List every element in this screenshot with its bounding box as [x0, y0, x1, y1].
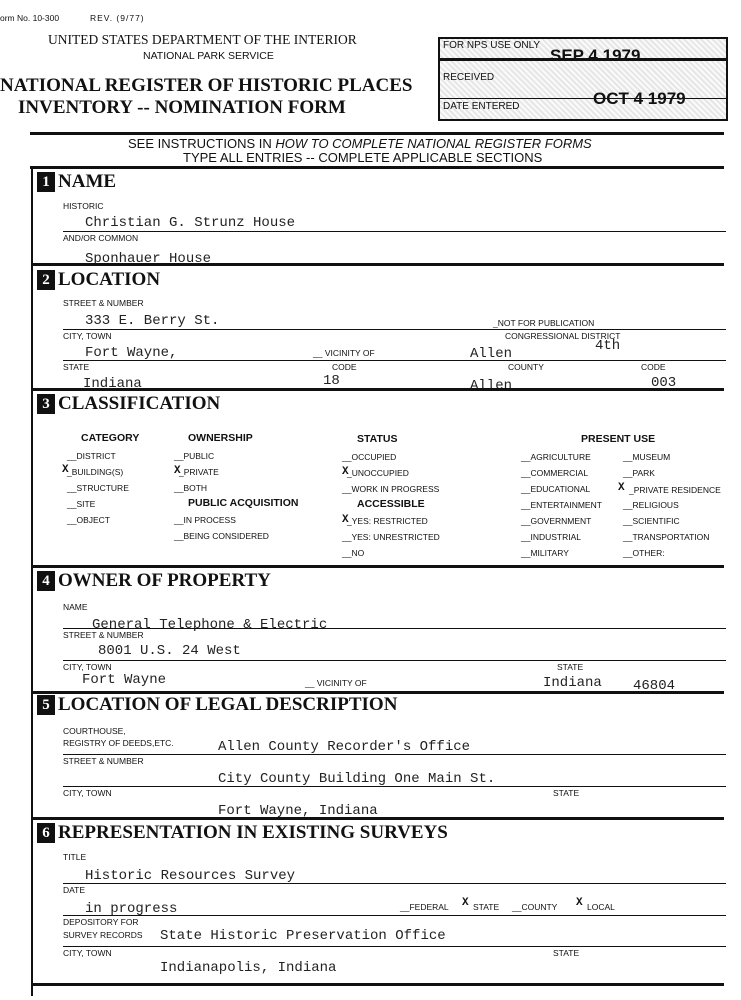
use-park: __PARK	[623, 468, 655, 478]
owner-name-value: General Telephone & Electric	[92, 617, 328, 633]
legal-city-label: CITY, TOWN	[63, 788, 112, 798]
category-site: __SITE	[67, 499, 96, 509]
received-date-stamp: SEP 4 1979	[550, 46, 641, 65]
accessible-no: __NO	[342, 548, 365, 558]
survey-local-mark: X	[576, 897, 583, 909]
accessible-heading: ACCESSIBLE	[357, 498, 425, 510]
congressional-district-label: CONGRESSIONAL DISTRICT	[505, 331, 621, 341]
owner-street-rule	[63, 660, 726, 661]
county-value: Allen	[470, 378, 513, 394]
common-name-value: Sponhauer House	[85, 251, 212, 267]
form-revision: REV. (9/77)	[90, 13, 145, 23]
congressional-district-value: 4th	[595, 338, 621, 354]
owner-state-value: Indiana	[543, 675, 602, 691]
use-entertainment: __ENTERTAINMENT	[521, 500, 602, 510]
section-classification-heading: 3 CLASSIFICATION	[37, 393, 220, 415]
section-5-rule	[31, 817, 724, 820]
city-value: Fort Wayne,	[85, 345, 178, 361]
owner-city-label: CITY, TOWN	[63, 662, 112, 672]
left-margin-rule	[31, 168, 33, 996]
use-private-residence-mark: X	[618, 482, 625, 494]
street-value: 333 E. Berry St.	[85, 313, 220, 329]
common-name-label: AND/OR COMMON	[63, 233, 139, 243]
status-unoccupied-mark: X	[342, 466, 349, 478]
registry-value: Allen County Recorder's Office	[218, 739, 471, 755]
survey-state-label: STATE	[553, 948, 580, 958]
survey-federal: __FEDERAL	[400, 902, 449, 912]
district-county-value: Allen	[470, 346, 513, 362]
instructions-line1: SEE INSTRUCTIONS IN HOW TO COMPLETE NATIONAL REGISTER FORMS	[128, 136, 592, 151]
code-label: CODE	[332, 362, 357, 372]
legal-street-rule	[63, 786, 726, 787]
use-private-residence: _PRIVATE RESIDENCE	[629, 485, 721, 495]
survey-title-label: TITLE	[63, 852, 87, 862]
form-number: orm No. 10-300	[0, 13, 60, 23]
use-educational: __EDUCATIONAL	[521, 484, 591, 494]
section-6-rule	[31, 983, 724, 986]
not-for-publication: _NOT FOR PUBLICATION	[493, 318, 595, 328]
survey-state: STATE	[473, 902, 500, 912]
county-code-label: CODE	[641, 362, 666, 372]
owner-street-label: STREET & NUMBER	[63, 630, 144, 640]
ownership-both: __BOTH	[174, 483, 208, 493]
state-code-value: 18	[323, 373, 340, 389]
owner-state-label: STATE	[557, 662, 584, 672]
use-agriculture: __AGRICULTURE	[521, 452, 591, 462]
status-heading: STATUS	[357, 433, 398, 445]
category-district: __DISTRICT	[67, 451, 116, 461]
legal-city-value: Fort Wayne, Indiana	[218, 803, 378, 819]
survey-county: __COUNTY	[512, 902, 558, 912]
category-heading: CATEGORY	[81, 432, 140, 444]
survey-date-rule	[63, 915, 726, 916]
use-religious: __RELIGIOUS	[623, 500, 679, 510]
category-buildings: _BUILDING(S)	[67, 467, 124, 477]
use-other: __OTHER:	[623, 548, 665, 558]
depository-value: State Historic Preservation Office	[160, 928, 446, 944]
category-structure: __STRUCTURE	[67, 483, 129, 493]
historic-name-value: Christian G. Strunz House	[85, 215, 296, 231]
historic-label: HISTORIC	[63, 201, 104, 211]
use-government: __GOVERNMENT	[521, 516, 592, 526]
form-title-line1: NATIONAL REGISTER OF HISTORIC PLACES	[0, 75, 413, 96]
acquisition-in-process: __IN PROCESS	[174, 515, 236, 525]
use-military: __MILITARY	[521, 548, 569, 558]
registry-label: REGISTRY OF DEEDS,ETC.	[63, 738, 174, 748]
category-object: __OBJECT	[67, 515, 110, 525]
status-work-in-progress: __WORK IN PROGRESS	[342, 484, 440, 494]
owner-name-rule	[63, 628, 726, 629]
vicinity-label: __ VICINITY OF	[313, 348, 375, 358]
county-label: COUNTY	[508, 362, 544, 372]
owner-street-value: 8001 U.S. 24 West	[98, 643, 241, 659]
depository-label: DEPOSITORY FOR	[63, 917, 139, 927]
status-unoccupied: _UNOCCUPIED	[347, 468, 409, 478]
section-3-rule	[31, 565, 724, 568]
survey-local: LOCAL	[587, 902, 615, 912]
owner-name-label: NAME	[63, 602, 88, 612]
survey-title-rule	[63, 883, 726, 884]
depository-rule	[63, 946, 726, 947]
entered-date-stamp: OCT 4 1979	[593, 89, 686, 108]
state-value: Indiana	[83, 376, 142, 392]
city-label: CITY, TOWN	[63, 331, 112, 341]
use-commercial: __COMMERCIAL	[521, 468, 589, 478]
survey-state-mark: X	[462, 897, 469, 909]
owner-city-value: Fort Wayne	[82, 672, 167, 688]
agency-name: UNITED STATES DEPARTMENT OF THE INTERIOR	[48, 32, 357, 47]
ownership-heading: OWNERSHIP	[188, 432, 253, 444]
registry-rule	[63, 754, 726, 755]
legal-state-label: STATE	[553, 788, 580, 798]
use-scientific: __SCIENTIFIC	[623, 516, 680, 526]
street-rule	[63, 329, 726, 330]
present-use-heading: PRESENT USE	[581, 433, 656, 445]
survey-date-value: in progress	[85, 901, 178, 917]
legal-street-value: City County Building One Main St.	[218, 771, 496, 787]
owner-zip-value: 46804	[633, 678, 676, 694]
received-label: RECEIVED	[443, 72, 495, 83]
form-title-line2: INVENTORY -- NOMINATION FORM	[18, 97, 346, 118]
street-label: STREET & NUMBER	[63, 298, 144, 308]
city-rule	[63, 360, 726, 361]
survey-city-value: Indianapolis, Indiana	[160, 960, 337, 976]
section-2-rule	[31, 388, 724, 391]
county-code-value: 003	[651, 375, 677, 391]
status-occupied: __OCCUPIED	[342, 452, 397, 462]
service-name: NATIONAL PARK SERVICE	[143, 50, 274, 62]
acquisition-being-considered: __BEING CONSIDERED	[174, 531, 269, 541]
instructions-line2: TYPE ALL ENTRIES -- COMPLETE APPLICABLE SECTIONS	[183, 150, 543, 165]
survey-records-label: SURVEY RECORDS	[63, 930, 143, 940]
section-1-rule	[31, 263, 724, 266]
public-acquisition-heading: PUBLIC ACQUISITION	[188, 497, 299, 509]
section-owner-heading: 4 OWNER OF PROPERTY	[37, 570, 271, 592]
date-entered-label: DATE ENTERED	[443, 101, 520, 112]
use-industrial: __INDUSTRIAL	[521, 532, 581, 542]
nps-use-only-label: FOR NPS USE ONLY	[443, 40, 541, 51]
section-name-heading: 1 NAME	[37, 171, 116, 193]
courthouse-label: COURTHOUSE,	[63, 726, 126, 736]
section-location-heading: 2 LOCATION	[37, 269, 160, 291]
category-buildings-mark: X	[62, 464, 69, 476]
header-rule	[30, 132, 724, 135]
section-surveys-heading: 6 REPRESENTATION IN EXISTING SURVEYS	[37, 822, 448, 844]
ownership-public: __PUBLIC	[174, 451, 215, 461]
survey-city-label: CITY, TOWN	[63, 948, 112, 958]
legal-street-label: STREET & NUMBER	[63, 756, 144, 766]
historic-rule	[63, 231, 726, 232]
use-transportation: __TRANSPORTATION	[623, 532, 710, 542]
owner-vicinity-label: __ VICINITY OF	[305, 678, 367, 688]
accessible-unrestricted: __YES: UNRESTRICTED	[342, 532, 440, 542]
survey-title-value: Historic Resources Survey	[85, 868, 296, 884]
ownership-private: _PRIVATE	[179, 467, 219, 477]
accessible-restricted-mark: X	[342, 514, 349, 526]
section-legal-heading: 5 LOCATION OF LEGAL DESCRIPTION	[37, 694, 397, 716]
instructions-rule	[30, 166, 724, 169]
survey-date-label: DATE	[63, 885, 86, 895]
use-museum: __MUSEUM	[623, 452, 671, 462]
ownership-private-mark: X	[174, 465, 181, 477]
accessible-restricted: _YES: RESTRICTED	[347, 516, 428, 526]
state-label: STATE	[63, 362, 90, 372]
